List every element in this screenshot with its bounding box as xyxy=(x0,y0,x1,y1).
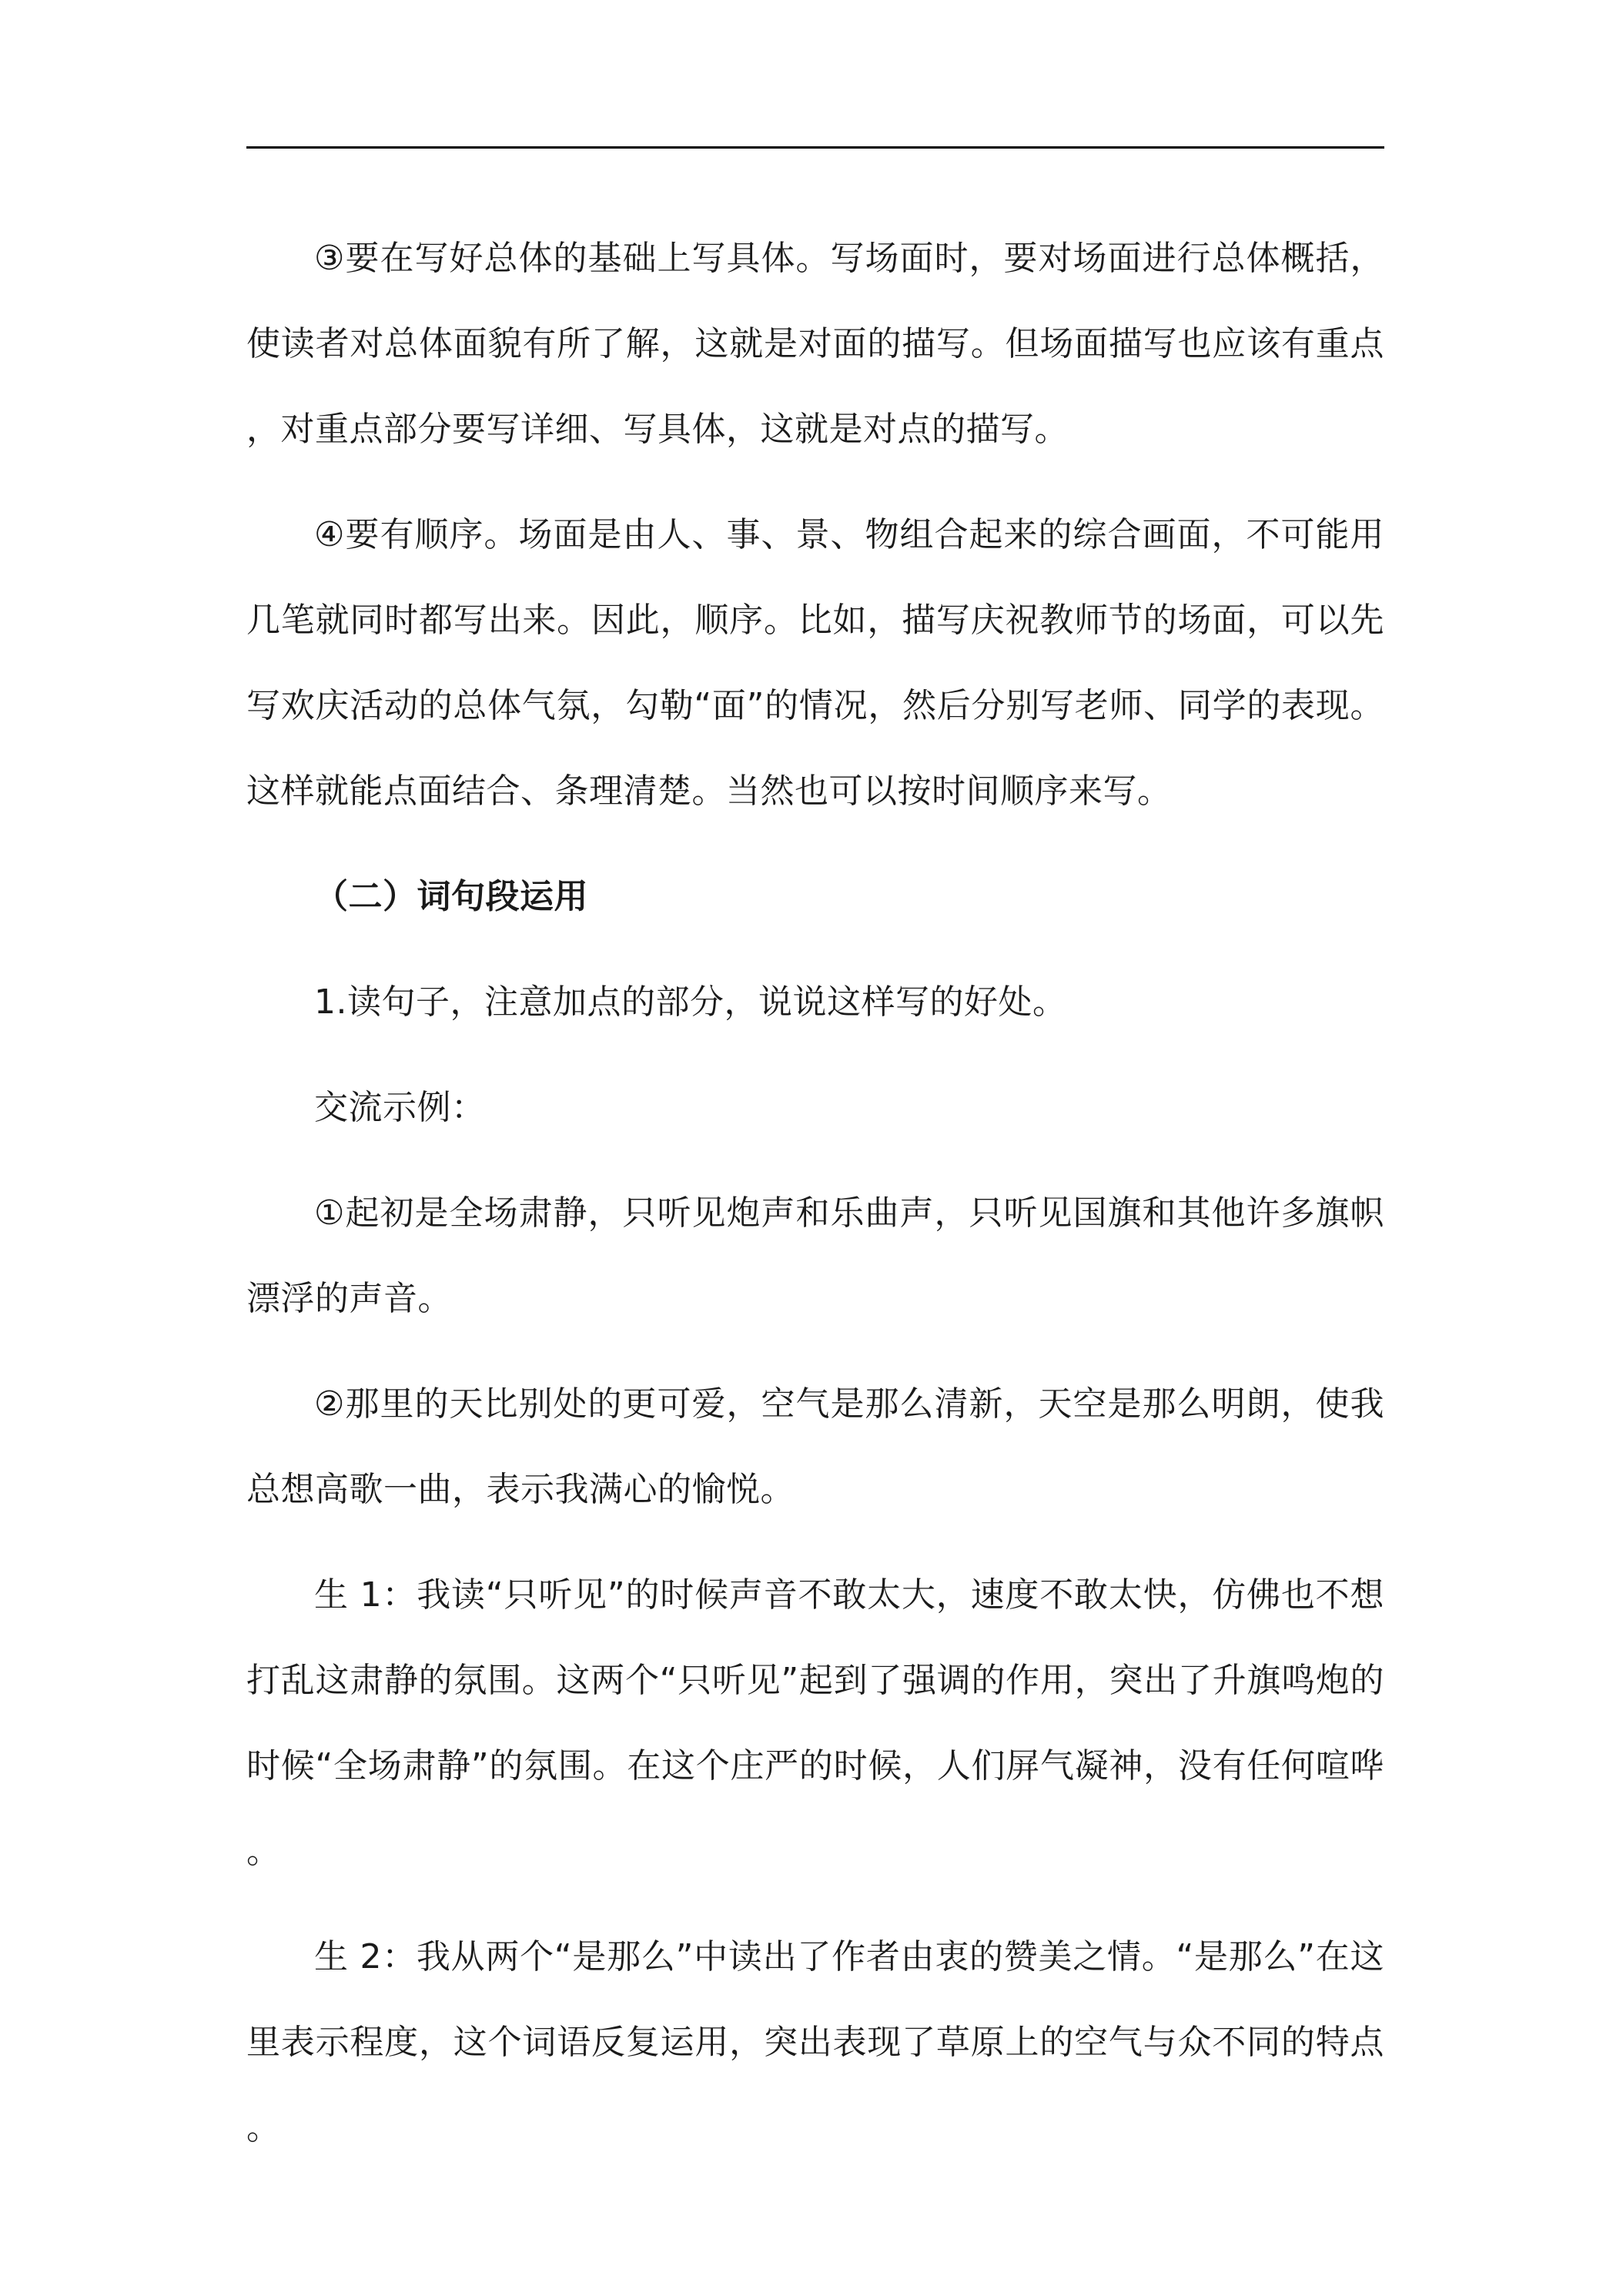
example-sentence-2: ②那里的天比别处的更可爱，空气是那么清新，天空是那么明朗，使我总想高歌一曲，表示我满心的愉悦。 xyxy=(246,1384,1384,1509)
example-sentence-1: ①起初是全场肃静，只听见炮声和乐曲声，只听见国旗和其他许多旗帜漂浮的声音。 xyxy=(246,1193,1384,1318)
document-body xyxy=(246,216,1384,2191)
section-heading: （二）词句段运用 xyxy=(314,877,588,916)
example-label: 交流示例： xyxy=(314,1088,486,1127)
paragraph-detail-general: ③要在写好总体的基础上写具体。写场面时，要对场面进行总体概括，使读者对总体面貌有所了解，这就是对面的描写。但场面描写也应该有重点，对重点部分要写详细、写具体，这就是对点的描写。 xyxy=(246,239,1384,449)
paragraph-order: ④要有顺序。场面是由人、事、景、物组合起来的综合画面，不可能用几笔就同时都写出来。因此，顺序。比如，描写庆祝教师节的场面，可以先写欢庆活动的总体气氛，勾勒“面”的情况，然后分别写老师、同学的表现。这样就能点面结合、条理清楚。当然也可以按时间顺序来写。 xyxy=(246,515,1384,811)
student-response-2: 生 2：我从两个“是那么”中读出了作者由衷的赞美之情。“是那么”在这里表示程度，这个词语反复运用，突出表现了草原上的空气与众不同的特点。 xyxy=(246,1937,1384,2147)
student-response-1: 生 1：我读“只听见”的时候声音不敢太大，速度不敢太快，仿佛也不想打乱这肃静的氛围。这两个“只听见”起到了强调的作用，突出了升旗鸣炮的时候“全场肃静”的氛围。在这个庄严的时候，人们屏气凝神，没有任何喧哗。 xyxy=(246,1575,1384,1871)
exercise-instruction: 1.读句子，注意加点的部分，说说这样写的好处。 xyxy=(314,982,1067,1022)
header-rule xyxy=(246,146,1384,149)
